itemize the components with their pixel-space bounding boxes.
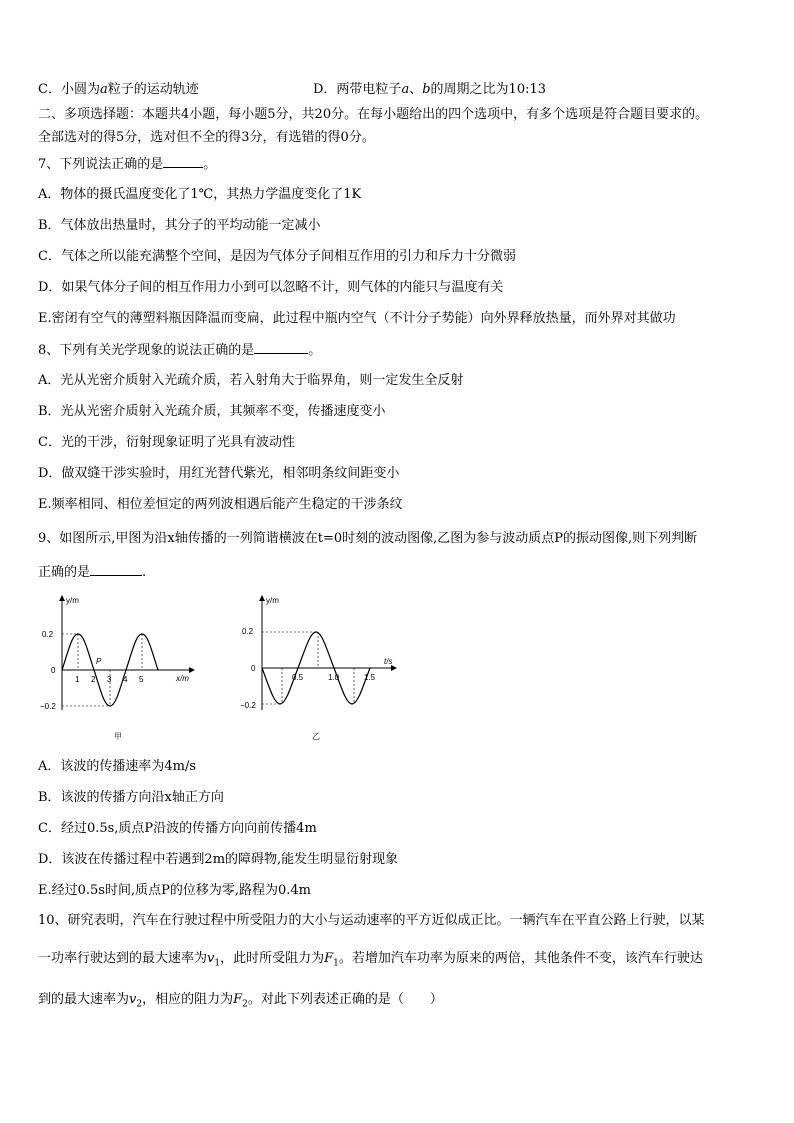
q9-option-d: D．该波在传播过程中若遇到2m的障碍物,能发生明显衍射现象: [38, 852, 399, 867]
x-tick-1-5: 1.5: [364, 673, 376, 682]
q7-option-c: C．气体之所以能充满整个空间，是因为气体分子间相互作用的引力和斥力十分微弱: [38, 249, 516, 264]
caption-yi: 乙: [312, 732, 320, 741]
section-2-heading: 二、多项选择题：本题共4小题，每小题5分，共20分。在每小题给出的四个选项中，有多个选项是符合题目要求的。: [38, 107, 709, 122]
x-ticks: [292, 673, 376, 682]
q8-option-b: B．光从光密介质射入光疏介质，其频率不变，传播速度变小: [38, 404, 386, 419]
q8-option-c: C．光的干涉，衍射现象证明了光具有波动性: [38, 435, 295, 450]
q8-stem: 8、下列有关光学现象的说法正确的是 。: [38, 343, 322, 358]
section-2-rules: 全部选对的得5分，选对但不全的得3分，有选错的得0分。: [38, 130, 375, 145]
x-tick-1: 1: [75, 675, 80, 684]
x-tick-4: 4: [123, 675, 128, 684]
q8-option-d: D．做双缝干涉实验时，用红光替代紫光，相邻明条纹间距变小: [38, 466, 400, 481]
x-axis-label: t/s: [384, 657, 393, 666]
y-tick-zero: 0: [51, 666, 56, 675]
q9-option-e: E.经过0.5s时间,质点P的位移为零,路程为0.4m: [38, 883, 311, 898]
q9-option-c: C．经过0.5s,质点P沿波的传播方向向前传播4m: [38, 821, 317, 836]
q10-stem-line1: 10、研究表明，汽车在行驶过程中所受阻力的大小与运动速率的平方近似成正比。一辆汽车在平直公路上行驶，以某: [38, 913, 705, 928]
q8-option-a: A．光从光密介质射入光疏介质，若入射角大于临界角，则一定发生全反射: [38, 373, 464, 388]
y-tick-bottom: −0.2: [40, 702, 56, 711]
q9-option-a: A．该波的传播速率为4m/s: [38, 759, 197, 774]
x-tick-2: 2: [91, 675, 96, 684]
wave-graph-jia: [40, 592, 200, 752]
y-axis-label: y/m: [66, 596, 79, 605]
x-ticks: [75, 675, 144, 684]
y-axis-label: y/m: [266, 596, 279, 605]
y-tick-top: 0.2: [42, 630, 54, 639]
q7-option-a: A．物体的摄氏温度变化了1℃，其热力学温度变化了1K: [38, 187, 362, 202]
q10-stem-line2: 一功率行驶达到的最大速率为$v_1$，此时所受阻力为$F_1$。若增加汽车功率为原来的两倍，其他条件不变，该汽车行驶达: [38, 951, 703, 969]
y-tick-top: 0.2: [242, 627, 254, 636]
x-axis-label: x/m: [176, 674, 189, 683]
q6-option-c: C．小圆为a粒子的运动轨迹: [38, 82, 199, 97]
x-tick-1-0: 1.0: [328, 673, 340, 682]
q6-option-d: D．两带电粒子a、b的周期之比为10:13: [313, 82, 547, 97]
q9-stem-line1: 9、如图所示,甲图为沿x轴传播的一列简谐横波在t=0时刻的波动图像,乙图为参与波动质点P的振动图像,则下列判断: [38, 531, 698, 546]
q7-option-e: E.密闭有空气的薄塑料瓶因降温而变扁，此过程中瓶内空气（不计分子势能）向外界释放热量，而外界对其做功: [38, 311, 676, 326]
x-tick-0-5: 0.5: [292, 673, 304, 682]
x-tick-5: 5: [139, 675, 144, 684]
q8-option-e: E.频率相同、相位差恒定的两列波相遇后能产生稳定的干涉条纹: [38, 497, 403, 512]
q7-stem: 7、下列说法正确的是 。: [38, 157, 217, 172]
y-tick-zero: 0: [251, 664, 256, 673]
q10-stem-line3: 到的最大速率为$v_2$，相应的阻力为$F_2$。对此下列表述正确的是（ ）: [38, 992, 443, 1010]
x-tick-3: 3: [107, 675, 112, 684]
q9-option-b: B．该波的传播方向沿x轴正方向: [38, 790, 224, 805]
caption-jia: 甲: [114, 732, 122, 741]
q7-option-b: B．气体放出热量时，其分子的平均动能一定减小: [38, 218, 321, 233]
q9-stem-line2: 正确的是 .: [38, 565, 147, 580]
y-tick-bottom: −0.2: [240, 701, 256, 710]
q7-option-d: D．如果气体分子间的相互作用力小到可以忽略不计，则气体的内能只与温度有关: [38, 280, 504, 295]
vibration-graph-yi: [236, 592, 406, 752]
point-p-label: P: [96, 657, 102, 666]
